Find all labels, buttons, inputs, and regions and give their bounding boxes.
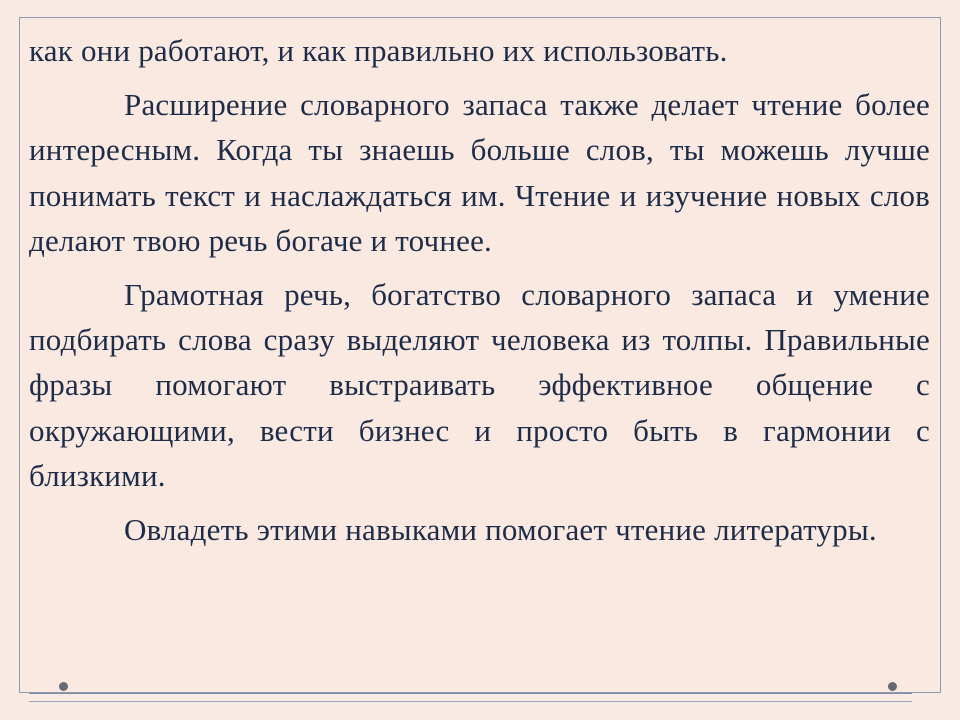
paragraph-1: как они работают, и как правильно их использовать. (29, 33, 728, 68)
paragraph-4: Овладеть этими навыками помогает чтение литературы. (124, 512, 877, 548)
bottom-rule-upper (29, 693, 912, 694)
paragraph-3: Грамотная речь, богатство словарного запаса и умение подбирать слова сразу выделяют человека из толпы. Правильные фразы помогают выстраивать эффективное общение с окружающими, вести бизнес и просто быть в гармонии с близкими. (29, 277, 930, 493)
left-dot-ornament (59, 682, 68, 691)
paragraph-2: Расширение словарного запаса также делает чтение более интересным. Когда ты знаешь больше слов, ты можешь лучше понимать текст и наслаждаться им. Чтение и изучение новых слов делают твою речь богаче и точнее. (29, 87, 930, 258)
bottom-rule-lower (29, 701, 912, 702)
right-dot-ornament (888, 682, 897, 691)
text-body (29, 28, 930, 552)
